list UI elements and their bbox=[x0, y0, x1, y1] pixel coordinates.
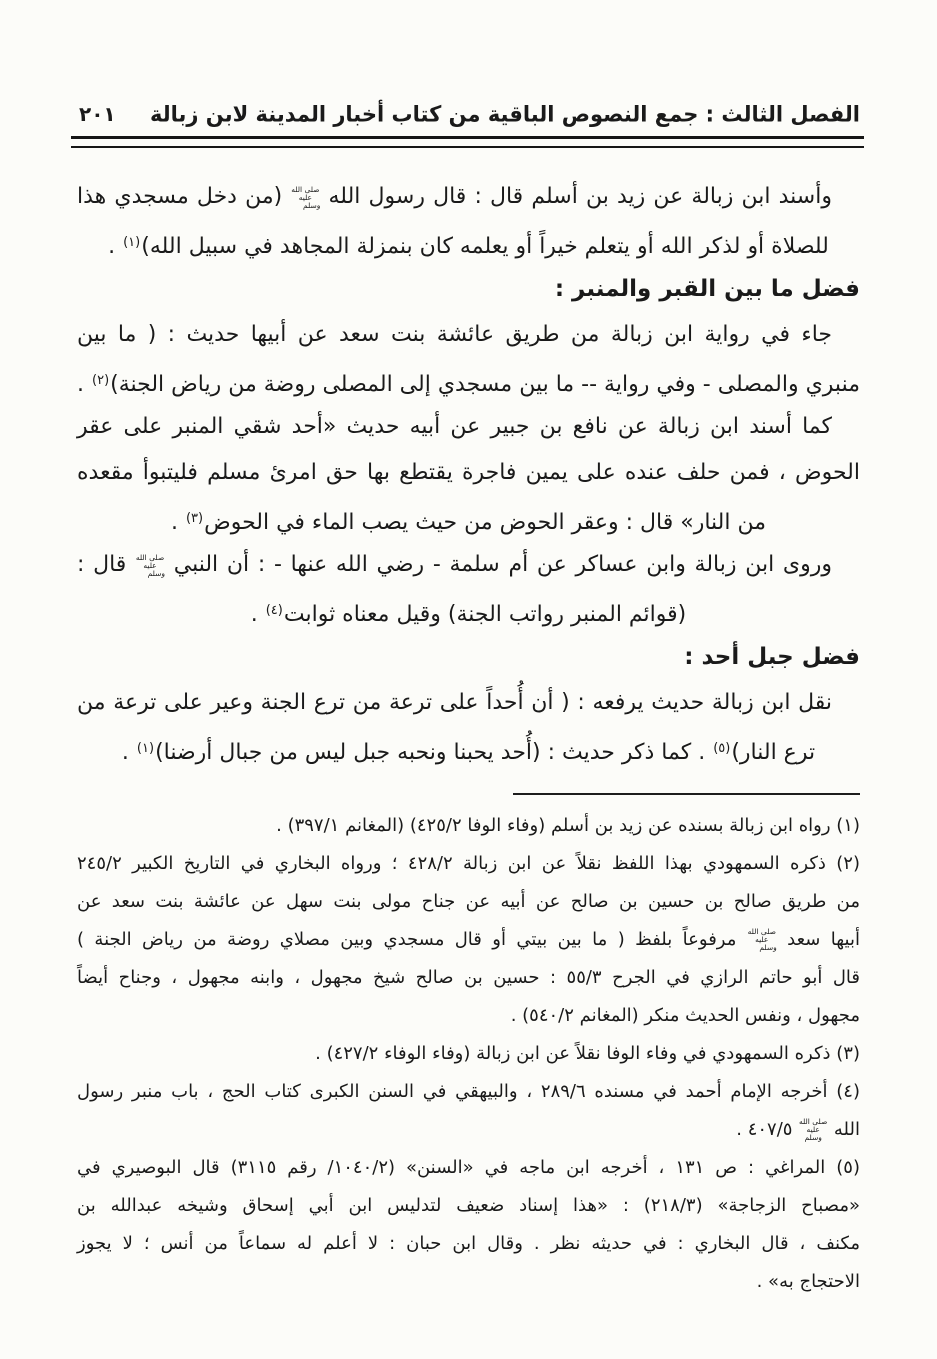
footnote-line: (١) رواه ابن زبالة بسنده عن زيد بن أسلم (وفاء الوفا ٤٢٥/٢) (المغانم ٣٩٧/١) . bbox=[276, 815, 860, 836]
body-line bbox=[77, 588, 860, 634]
body-line bbox=[77, 496, 860, 542]
footnote-line: (٣) ذكره السمهودي في وفاء الوفا نقلاً عن ابن زبالة (وفاء الوفاء ٤٢٧/٢) . bbox=[315, 1043, 860, 1064]
body-line bbox=[77, 726, 860, 772]
text-run: وأسند ابن زبالة عن زيد بن أسلم قال : قال رسول الله صلى الله عليه وسلم (من دخل مسجدي هذا bbox=[77, 184, 832, 210]
body-line bbox=[77, 542, 860, 588]
footnote-marker: (٢) bbox=[92, 373, 110, 388]
text-run: . bbox=[121, 740, 136, 765]
text-run: كما أسند ابن زبالة عن نافع بن جبير عن أبيه حديث «أحد شقي المنبر على عقر bbox=[77, 414, 832, 439]
section-heading: فضل جبل أحد : bbox=[684, 644, 860, 670]
footnote-line: (٥) المراغي : ص ١٣١ ، أخرجه ابن ماجه في «السنن» (١٠٤٠/٢/ رقم ٣١١٥) قال البوصيري في bbox=[77, 1157, 860, 1178]
body-line bbox=[77, 174, 860, 220]
text-run: . bbox=[108, 234, 123, 259]
header-double-rule bbox=[71, 136, 864, 148]
page-header bbox=[77, 102, 860, 126]
text-run: نقل ابن زبالة حديث يرفعه : ( أن أُحداً على ترعة من ترع الجنة وعير على ترعة من bbox=[77, 690, 832, 715]
saw-honorific-symbol: صلى الله عليه وسلم bbox=[798, 1117, 828, 1142]
saw-honorific-symbol: صلى الله عليه وسلم bbox=[291, 185, 321, 210]
footnote-line: الله صلى الله عليه وسلم ٤٠٧/٥ . bbox=[736, 1117, 860, 1142]
footnote-line: مكنف ، قال البخاري : في حديثه نظر . وقال ابن حبان : لا أعلم له سماعاً من أنس ؛ لا يجوز bbox=[77, 1233, 860, 1254]
body-line bbox=[77, 220, 860, 266]
footnote-marker: (١) bbox=[136, 741, 155, 756]
body-line bbox=[77, 404, 860, 450]
text-run: . bbox=[77, 372, 91, 397]
body-line bbox=[77, 680, 860, 726]
page-number: ٢٠١ bbox=[79, 102, 116, 126]
text-run: . bbox=[250, 602, 265, 627]
text-run: منبري والمصلى - وفي رواية -- ما بين مسجدي إلى المصلى روضة من رياض الجنة) bbox=[110, 372, 860, 397]
footnote-line: «مصباح الزجاجة» (٢١٨/٣) : «هذا إسناد ضعيف لتدليس ابن أبي إسحاق وشيخه عبدالله بن bbox=[77, 1195, 860, 1216]
footnotes-section bbox=[77, 807, 860, 1301]
footnote-marker: (٤) bbox=[265, 603, 283, 618]
text-run: ترع النار) bbox=[731, 740, 816, 765]
chapter-title: الفصل الثالث : جمع النصوص الباقية من كتاب أخبار المدينة لابن زبالة bbox=[150, 101, 860, 127]
text-run: . كما ذكر حديث : (أُحد يحبنا ونحبه جبل ليس من جبال أرضنا) bbox=[155, 740, 713, 765]
body-line bbox=[77, 450, 860, 496]
footnote-line: مجهول ، ونفس الحديث منكر (المغانم ٥٤٠/٢) . bbox=[510, 1005, 860, 1026]
text-run: الحوض ، فمن حلف عنده على يمين فاجرة يقتطع بها حق امرئ مسلم فليتبوأ مقعده bbox=[77, 460, 860, 485]
text-run: جاء في رواية ابن زبالة من طريق عائشة بنت سعد عن أبيها حديث : ( ما بين bbox=[77, 322, 832, 347]
footnote-marker: (٣) bbox=[185, 511, 204, 526]
text-run: للصلاة أو لذكر الله أو يتعلم خيراً أو يعلمه كان بنمزلة المجاهد في سبيل الله) bbox=[141, 234, 829, 259]
text-run: من النار» قال : وعقر الحوض من حيث يصب الماء في الحوض bbox=[204, 510, 767, 535]
text-run: . bbox=[170, 510, 185, 535]
footnote-marker: (١) bbox=[123, 235, 141, 250]
footnote-line: (٤) أخرجه الإمام أحمد في مسنده ٢٨٩/٦ ، والبيهقي في السنن الكبرى كتاب الحج ، باب منبر رسول bbox=[77, 1081, 860, 1102]
body-line bbox=[77, 312, 860, 358]
footnote-line: قال أبو حاتم الرازي في الجرح ٥٥/٣ : حسين بن صالح شيخ مجهول ، وابنه مجهول ، وجناح أيضاً bbox=[77, 967, 860, 988]
text-run: (قوائم المنبر رواتب الجنة) وقيل معناه ثوابت bbox=[283, 602, 687, 627]
footnote-line: أبيها سعد صلى الله عليه وسلم مرفوعاً بلفظ ( ما بين بيتي أو قال مسجدي وبين مصلاي روضة من رياض الجنة ) bbox=[77, 927, 860, 952]
text-run: وروى ابن زبالة وابن عساكر عن أم سلمة - رضي الله عنها - : أن النبي صلى الله عليه وسلم قال : bbox=[77, 552, 832, 578]
footnote-line: من طريق صالح بن حسين بن صالح عن أبيه عن جناح مولى بنت سهل عن عائشة بنت سعد عن bbox=[77, 891, 860, 912]
footnote-line: (٢) ذكره السمهودي بهذا اللفظ نقلاً عن ابن زبالة ٤٢٨/٢ ؛ ورواه البخاري في التاريخ الكبير ٢٤٥/٢ bbox=[77, 853, 860, 874]
footnote-marker: (٥) bbox=[713, 741, 731, 756]
body-line bbox=[77, 358, 860, 404]
saw-honorific-symbol: صلى الله عليه وسلم bbox=[135, 553, 166, 578]
footnote-separator-rule bbox=[513, 793, 860, 795]
body-text bbox=[77, 174, 860, 772]
footnote-line: الاحتجاج به» . bbox=[756, 1271, 860, 1292]
saw-honorific-symbol: صلى الله عليه وسلم bbox=[747, 927, 777, 952]
section-heading: فضل ما بين القبر والمنبر : bbox=[554, 276, 860, 302]
